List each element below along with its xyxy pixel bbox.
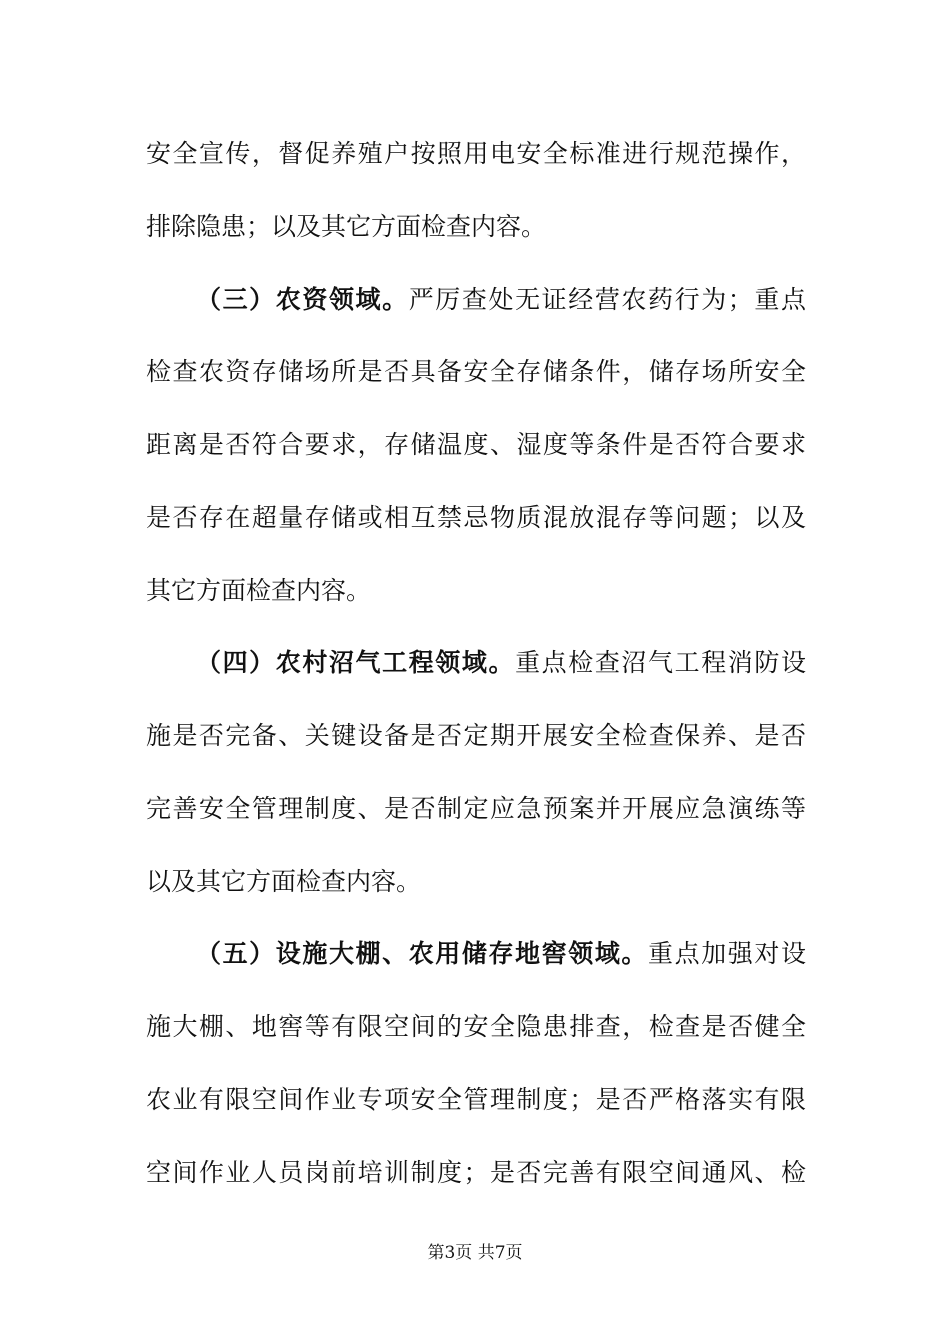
page-number-footer: 第3页 共7页: [427, 1243, 523, 1263]
body-line: 施是否完备、关键设备是否定期开展安全检查保养、是否: [146, 721, 806, 750]
section-heading: （五）设施大棚、农用储存地窖领域。: [196, 939, 649, 968]
body-line: 空间作业人员岗前培训制度；是否完善有限空间通风、检: [146, 1158, 806, 1187]
body-line: 检查农资存储场所是否具备安全存储条件，储存场所安全: [146, 357, 806, 386]
body-line: 施大棚、地窖等有限空间的安全隐患排查，检查是否健全: [146, 1012, 806, 1041]
body-line: 是否存在超量存储或相互禁忌物质混放混存等问题；以及: [146, 503, 806, 532]
section-heading-line: （四）农村沼气工程领域。重点检查沼气工程消防设: [196, 648, 806, 677]
section-heading-line: （三）农资领域。严厉查处无证经营农药行为；重点: [196, 285, 806, 314]
section-heading: （四）农村沼气工程领域。: [196, 648, 516, 677]
body-line: 安全宣传，督促养殖户按照用电安全标准进行规范操作，: [146, 139, 806, 168]
body-line: 其它方面检查内容。: [146, 576, 372, 605]
section-heading: （三）农资领域。: [196, 285, 409, 314]
body-line: 农业有限空间作业专项安全管理制度；是否严格落实有限: [146, 1085, 806, 1114]
body-line: 以及其它方面检查内容。: [146, 867, 422, 896]
body-line: 距离是否符合要求，存储温度、湿度等条件是否符合要求: [146, 430, 806, 459]
body-line: 排除隐患；以及其它方面检查内容。: [146, 212, 547, 241]
section-heading-line: （五）设施大棚、农用储存地窖领域。重点加强对设: [196, 939, 806, 968]
body-line: 完善安全管理制度、是否制定应急预案并开展应急演练等: [146, 794, 806, 823]
